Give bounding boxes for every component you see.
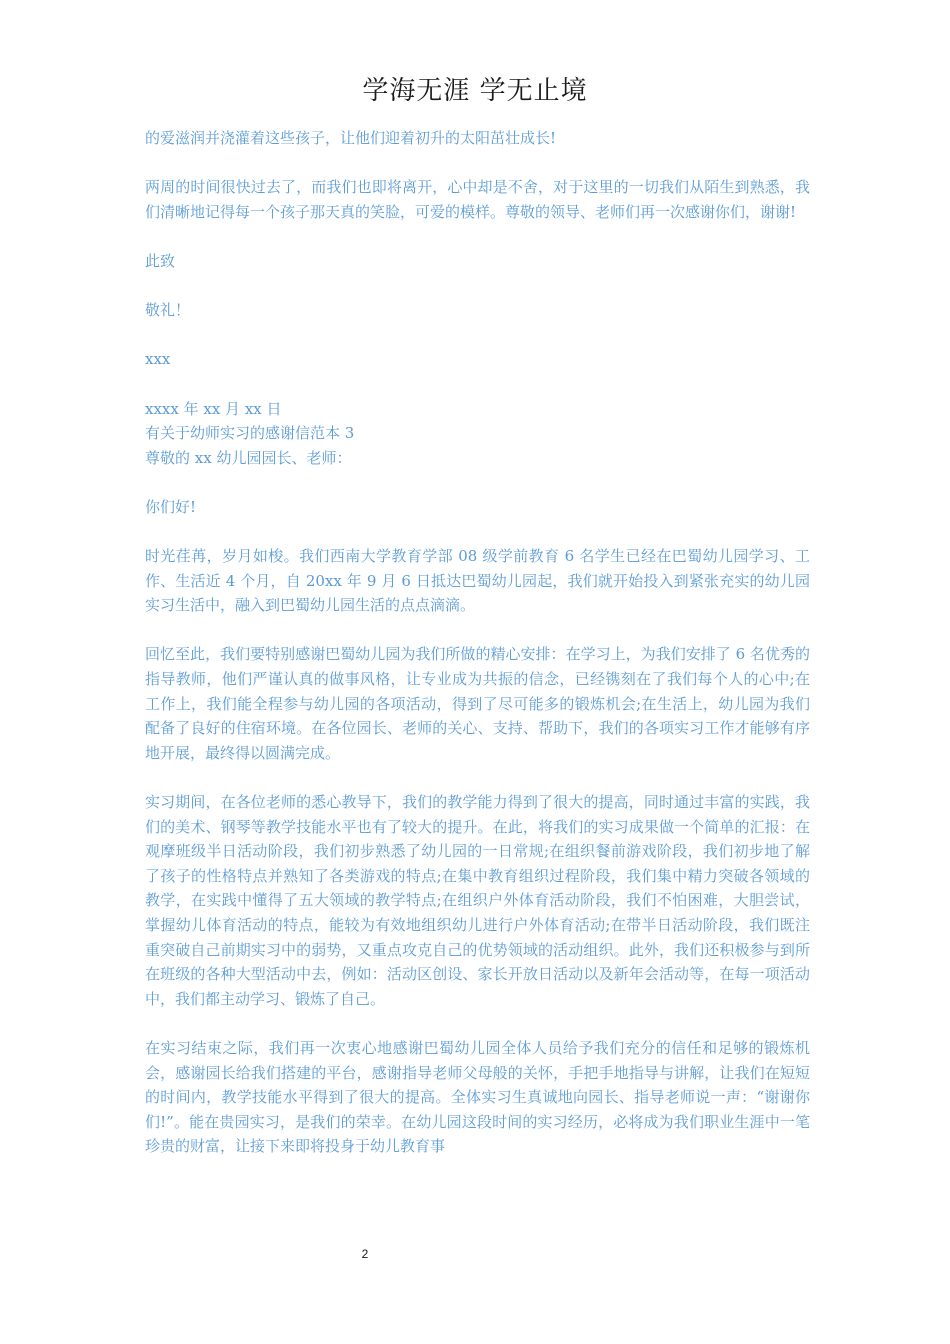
- paragraph-farewell: 两周的时间很快过去了，而我们也即将离开，心中却是不舍，对于这里的一切我们从陌生到熟悉，我们清晰地记得每一个孩子那天真的笑脸，可爱的模样。尊敬的领导、老师们再一次感谢你们，谢谢!: [145, 178, 810, 221]
- paragraph-thanks-arrangement: 回忆至此，我们要特别感谢巴蜀幼儿园为我们所做的精心安排：在学习上，为我们安排了 6 名优秀的指导教师，他们严谨认真的做事风格，让专业成为共振的信念，已经镌刻在了我们每个人的心中;在工作上，我们能全程参与幼儿园的各项活动，得到了尽可能多的锻炼机会;在生活上，幼儿园为我们配备了良好的住宿环境。在各位园长、老师的关心、支持、帮助下，我们的各项实习工作才能够有序地开展，最终得以圆满完成。: [145, 645, 810, 762]
- paragraph-continuation: 的爱滋润并浇灌着这些孩子，让他们迎着初升的太阳茁壮成长!: [145, 129, 557, 147]
- document-body: [145, 126, 810, 1159]
- closing-jingli: 敬礼！: [145, 301, 191, 320]
- closing-cizhi: 此致: [145, 251, 176, 270]
- greeting: 你们好!: [145, 497, 197, 516]
- page-number: 2: [361, 1247, 369, 1261]
- paragraph-intro: 时光荏苒，岁月如梭。我们西南大学教育学部 08 级学前教育 6 名学生已经在巴蜀幼儿园学习、工作、生活近 4 个月，自 20xx 年 9 月 6 日抵达巴蜀幼儿园起，我们就开始投入到紧张充实的幼儿园实习生活中，融入到巴蜀幼儿园生活的点点滴滴。: [145, 547, 810, 615]
- signature-date: xxxx 年 xx 月 xx 日: [145, 399, 282, 418]
- paragraph-internship-report: 实习期间，在各位老师的悉心教导下，我们的教学能力得到了很大的提高，同时通过丰富的实践，我们的美术、钢琴等教学技能水平也有了较大的提升。在此，将我们的实习成果做一个简单的汇报：在观摩班级半日活动阶段，我们初步熟悉了幼儿园的一日常规;在组织餐前游戏阶段，我们初步地了解了孩子的性格特点并熟知了各类游戏的特点;在集中教育组织过程阶段，我们集中精力突破各领域的教学，在实践中懂得了五大领域的教学特点;在组织户外体育活动阶段，我们不怕困难，大胆尝试，掌握幼儿体育活动的特点，能较为有效地组织幼儿进行户外体育活动;在带半日活动阶段，我们既注重突破自己前期实习中的弱势，又重点攻克自己的优势领域的活动组织。此外，我们还积极参与到所在班级的各种大型活动中去，例如：活动区创设、家长开放日活动以及新年会活动等，在每一项活动中，我们都主动学习、锻炼了自己。: [145, 793, 810, 1008]
- page-header-title: 学海无涯 学无止境: [362, 76, 588, 106]
- paragraph-conclusion: 在实习结束之际，我们再一次衷心地感谢巴蜀幼儿园全体人员给予我们充分的信任和足够的锻炼机会，感谢园长给我们搭建的平台，感谢指导老师父母般的关怀，手把手地指导与讲解，让我们在短短的时间内，教学技能水平得到了很大的提高。全体实习生真诚地向园长、指导老师说一声：“谢谢你们!”。能在贵园实习，是我们的荣幸。在幼儿园这段时间的实习经历，必将成为我们职业生涯中一笔珍贵的财富，让接下来即将投身于幼儿教育事: [145, 1038, 810, 1156]
- salutation: 尊敬的 xx 幼儿园园长、老师：: [145, 448, 352, 467]
- signature-name: xxx: [145, 350, 171, 369]
- section-title: 有关于幼师实习的感谢信范本 3: [145, 424, 355, 443]
